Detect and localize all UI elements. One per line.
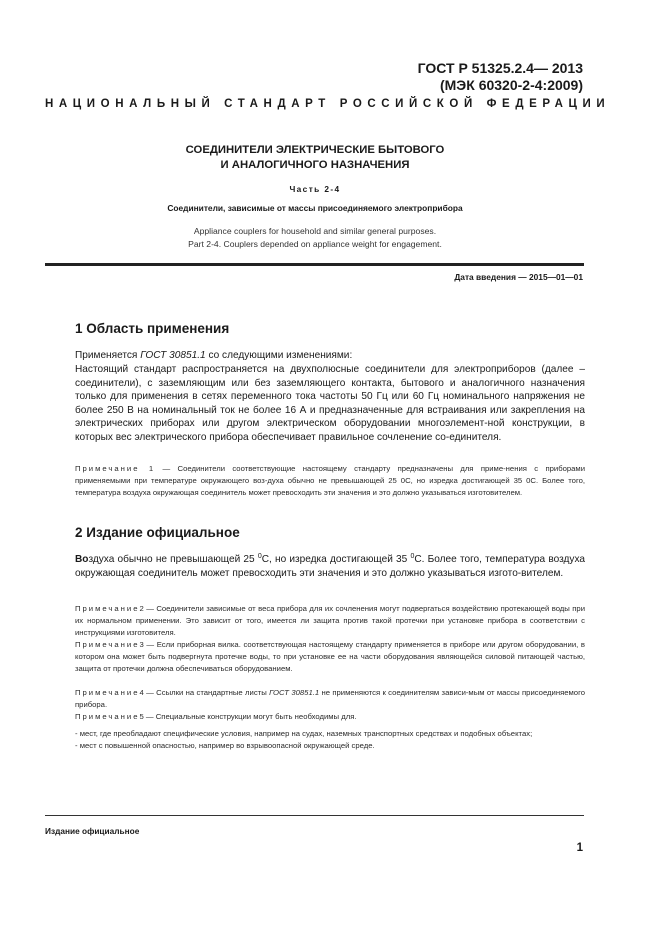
section-2-paragraph [75,553,585,580]
intro-suffix: со следующими изменениями: [205,350,353,361]
iec-code: (МЭК 60320-2-4:2009) [439,77,583,93]
section-1-body-text: Настоящий стандарт распространяется на двухполюсные соединители для электроприборов (далее – соединители), с заземляющим или без заземляющего контакта, бытового и аналогичного назначения только для применения в сетях переменного тока частоты 50 Гц или 60 Гц номинального напряжения не более 250 В на номинальный ток не более 16 А и предназначенные для встраивания или закрепления на электрических приборах или другом электрическом оборудовании многоэлемент-ной конструкции, в которых вес электрического прибора обеспечивает правильное сочленение со-единителя. [75,364,585,443]
note-3-label: Примечание [75,640,140,649]
standard-designation [418,60,583,94]
title-line-2: И АНАЛОГИЧНОГО НАЗНАЧЕНИЯ [220,159,410,171]
section-1-heading: 1 Область применения [75,321,230,336]
english-title [60,225,570,251]
title-line-1: СОЕДИНИТЕЛИ ЭЛЕКТРИЧЕСКИЕ БЫТОВОГО [185,144,445,156]
bullet-item-2: - мест с повышенной опасностью, например во взрывоопасной окружающей среде. [75,741,375,750]
standard-code: ГОСТ Р 51325.2.4— 2013 [417,60,583,76]
note-1-label: Примечание 1 [75,464,156,473]
note-3 [75,639,585,675]
introduction-date: Дата введения — 2015—01—01 [454,272,583,282]
note-4-prefix: 4 — Ссылки на стандартные листы [139,688,270,697]
document-title [60,143,570,173]
p1-part-c: С. Более того, температура воздуха окружающая соединитель может превосходить эти значения и это должно указываться изгото-вителем. [75,554,585,579]
note-4 [75,687,585,711]
section-2-lead: Во [75,554,89,565]
p1-part-a: здуха обычно не превышающей 25 [88,554,258,565]
note-5-label: Примечание [75,712,140,721]
gost-reference: ГОСТ 30851.1 [140,350,206,361]
note-4-suffix: не применяются к соединителям зависи-мым от массы присоединяемого прибора. [75,688,585,709]
degree-sup-1: 0 [257,553,262,560]
document-subtitle: Соединители, зависимые от массы присоединяемого электроприбора [167,203,463,213]
note-1 [75,463,585,499]
section-1-body [75,363,585,445]
note-3-text: 3 — Если приборная вилка. соответствующая настоящему стандарту применяется в приборе или другом оборудовании, в котором она может быть подвергнута протечке воды, то при установке ее на части оборудования являющейся силовой питающей частью, защита от протечки должна обеспечиваться оборудованием. [75,640,585,673]
note-5 [75,711,585,723]
note-2 [75,603,585,639]
note-4-gost-reference: ГОСТ 30851.1 [269,688,320,697]
note-1-text: — Соединители соответствующие настоящему стандарту предназначены для приме-нения с приборами применяемыми при температуре окружающего воз-духа обычно не превышающей 25 0С, но изредка достигающей 35 0С. Более того, температура воздуха окружающая соединитель может превосходить эти значения и это должно указываться изготовителем. [75,464,585,497]
national-standard-banner: НАЦИОНАЛЬНЫЙ СТАНДАРТ РОССИЙСКОЙ ФЕДЕРАЦИИ [45,98,611,110]
bullet-list [75,728,585,752]
section-2-heading: 2 Издание официальное [75,525,240,540]
intro-prefix: Применяется [75,350,141,361]
english-title-line-2: Part 2-4. Couplers depended on appliance weight for engagement. [188,239,442,249]
degree-sup-2: 0 [410,553,415,560]
page-number: 1 [576,842,583,854]
p1-part-b: С, но изредка достигающей 35 [261,554,411,565]
note-2-text: 2 — Соединители зависимые от веса прибора для их сочленения могут подвергаться воздействию протекающей воды при их нормальном применении. Это зависит от того, имеется ли защита против такой протечки при установке прибора в соответствии с инструкциями изготовителя. [75,604,585,637]
part-number: Часть 2-4 [289,184,341,194]
header-divider [45,263,584,266]
section-1-intro [75,349,585,363]
note-5-text: 5 — Специальные конструкции могут быть необходимы для. [139,712,357,721]
bullet-item-1: - мест, где преобладают специфические условия, например на судах, наземных транспортных средствах и подобных объектах; [75,729,533,738]
official-edition-label: Издание официальное [45,826,140,836]
footer-divider [45,815,584,816]
note-2-label: Примечание [75,604,140,613]
note-4-label: Примечание [75,688,140,697]
english-title-line-1: Appliance couplers for household and similar general purposes. [193,226,437,236]
